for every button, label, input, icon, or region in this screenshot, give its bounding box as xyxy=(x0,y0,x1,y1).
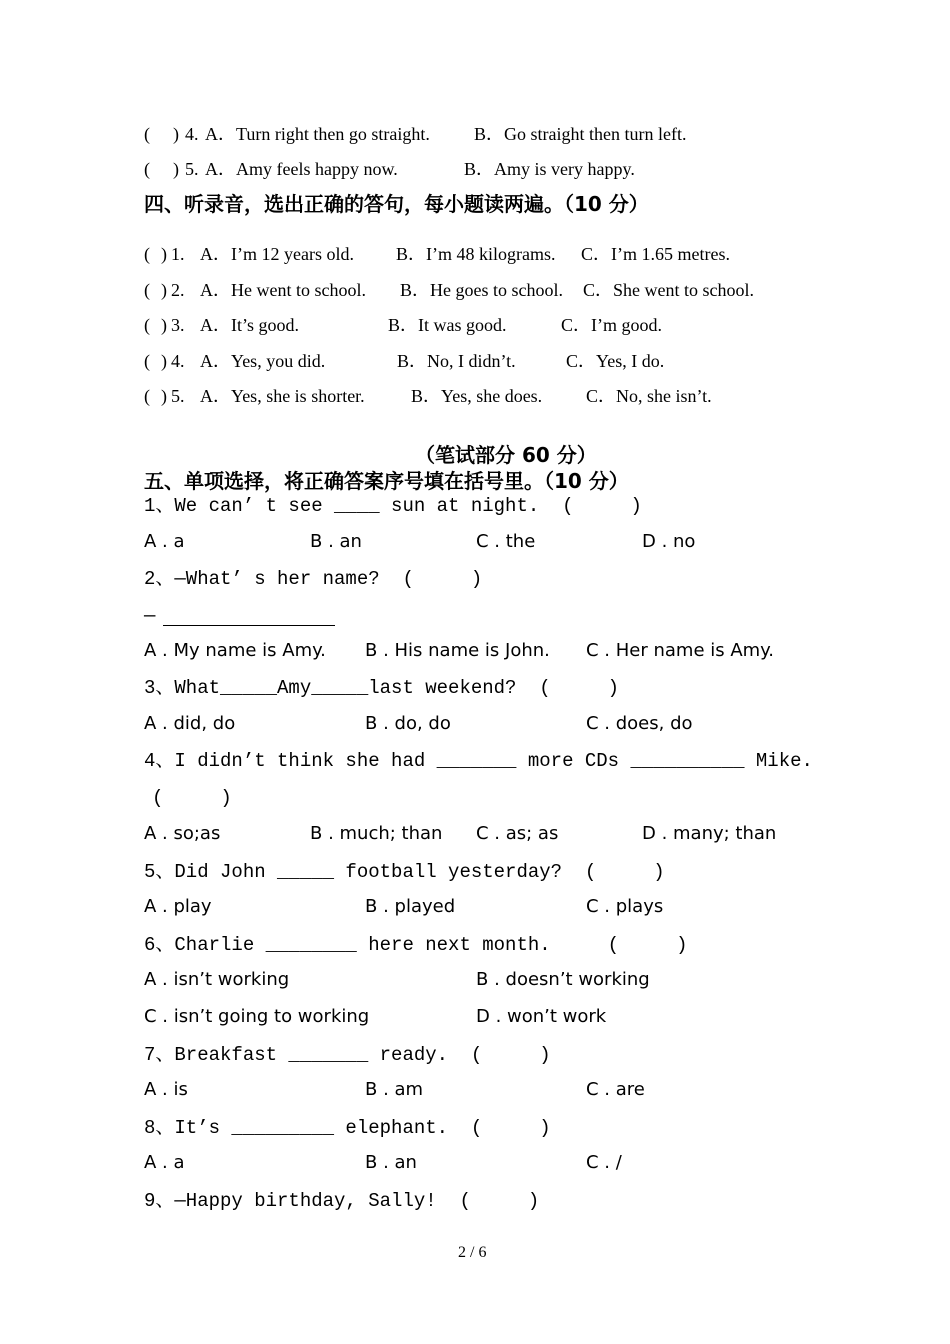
answer-paren-close: ) xyxy=(161,315,167,335)
option-c: C . isn’t going to working xyxy=(144,1006,370,1027)
answer-paren-close: ) xyxy=(161,244,167,264)
item-number: 5. xyxy=(171,386,185,406)
item-number: 1. xyxy=(171,244,185,264)
section-5-heading: 五、单项选择，将正确答案序号填在括号里。（10 分） xyxy=(144,469,629,493)
answer-paren-open: ( xyxy=(144,280,150,300)
option-a: A．I’m 12 years old. xyxy=(200,244,354,264)
option-c: C . does, do xyxy=(586,713,693,734)
option-b: B．I’m 48 kilograms. xyxy=(396,244,556,264)
question-8-stem: 8、It’s _________ elephant. ( ) xyxy=(144,1117,551,1139)
option-a: A．Yes, you did. xyxy=(200,351,326,371)
option-a: A．It’s good. xyxy=(200,315,299,335)
answer-paren-close: ) xyxy=(161,351,167,371)
option-a: A．Amy feels happy now. xyxy=(205,159,398,179)
option-c: C . are xyxy=(586,1079,645,1100)
option-d: D . many; than xyxy=(642,823,777,844)
option-b: B．It was good. xyxy=(388,315,507,335)
option-c: C . plays xyxy=(586,896,664,917)
question-5-stem: 5、Did John _____ football yesterday? ( ) xyxy=(144,861,665,883)
option-c: C．I’m good. xyxy=(561,315,662,335)
option-b: B . an xyxy=(310,531,362,552)
option-b: B．No, I didn’t. xyxy=(397,351,516,371)
option-a: A . isn’t working xyxy=(144,969,290,990)
option-a: A．Turn right then go straight. xyxy=(205,124,430,144)
option-b: B . much; than xyxy=(310,823,443,844)
answer-paren-open: ( xyxy=(144,244,150,264)
option-b: B . doesn’t working xyxy=(476,969,650,990)
answer-paren-close: ) xyxy=(161,280,167,300)
option-b: B . played xyxy=(365,896,456,917)
option-b: B．Amy is very happy. xyxy=(464,159,635,179)
option-b: B．He goes to school. xyxy=(400,280,563,300)
option-a: A . play xyxy=(144,896,212,917)
option-b: B . am xyxy=(365,1079,424,1100)
option-b: B . His name is John. xyxy=(365,640,550,661)
question-3-stem: 3、What_____Amy_____last weekend? ( ) xyxy=(144,677,620,699)
question-1-stem: 1、We can’ t see ____ sun at night. ( ) xyxy=(144,495,642,517)
item-number: 3. xyxy=(171,315,185,335)
answer-dash: — xyxy=(144,605,156,627)
answer-paren-open: ( xyxy=(144,315,150,335)
option-c: C . the xyxy=(476,531,536,552)
answer-paren-close: ) xyxy=(161,386,167,406)
option-c: C . as; as xyxy=(476,823,559,844)
page-number: 2 / 6 xyxy=(458,1244,487,1261)
option-a: A . so;as xyxy=(144,823,221,844)
option-c: C．I’m 1.65 metres. xyxy=(581,244,730,264)
written-part-title: （笔试部分 60 分） xyxy=(415,443,597,467)
answer-paren-close: ) xyxy=(173,124,179,144)
answer-paren-open: ( xyxy=(144,159,150,179)
item-number: 2. xyxy=(171,280,185,300)
option-c: C．Yes, I do. xyxy=(566,351,665,371)
item-number: 4. xyxy=(171,351,185,371)
question-7-stem: 7、Breakfast _______ ready. ( ) xyxy=(144,1044,551,1066)
item-number: 4. xyxy=(185,124,199,144)
option-a: A．Yes, she is shorter. xyxy=(200,386,365,406)
option-d: D . won’t work xyxy=(476,1006,607,1027)
answer-paren-open: ( xyxy=(144,124,150,144)
option-d: D . no xyxy=(642,531,696,552)
option-a: A．He went to school. xyxy=(200,280,366,300)
option-b: B．Go straight then turn left. xyxy=(474,124,687,144)
option-a: A . a xyxy=(144,1152,185,1173)
answer-blank-line xyxy=(163,625,335,626)
option-a: A . My name is Amy. xyxy=(144,640,326,661)
option-c: C．She went to school. xyxy=(583,280,754,300)
question-6-stem: 6、Charlie ________ here next month. ( ) xyxy=(144,934,688,956)
question-2-stem: 2、—What’ s her name? ( ) xyxy=(144,568,483,590)
item-number: 5. xyxy=(185,159,199,179)
option-a: A . did, do xyxy=(144,713,236,734)
option-b: B . do, do xyxy=(365,713,451,734)
option-c: C . Her name is Amy. xyxy=(586,640,774,661)
option-c: C．No, she isn’t. xyxy=(586,386,712,406)
option-b: B．Yes, she does. xyxy=(411,386,543,406)
option-b: B . an xyxy=(365,1152,417,1173)
option-a: A . a xyxy=(144,531,185,552)
question-4-answer-paren: ( ) xyxy=(152,787,232,809)
answer-paren-close: ) xyxy=(173,159,179,179)
answer-paren-open: ( xyxy=(144,351,150,371)
question-4-stem: 4、I didn’t think she had _______ more CDs __________ Mike. xyxy=(144,750,813,772)
option-a: A . is xyxy=(144,1079,188,1100)
section-4-heading: 四、听录音，选出正确的答句，每小题读两遍。（10 分） xyxy=(144,192,649,216)
answer-paren-open: ( xyxy=(144,386,150,406)
question-9-stem: 9、—Happy birthday, Sally! ( ) xyxy=(144,1190,540,1212)
option-c: C . / xyxy=(586,1152,622,1173)
